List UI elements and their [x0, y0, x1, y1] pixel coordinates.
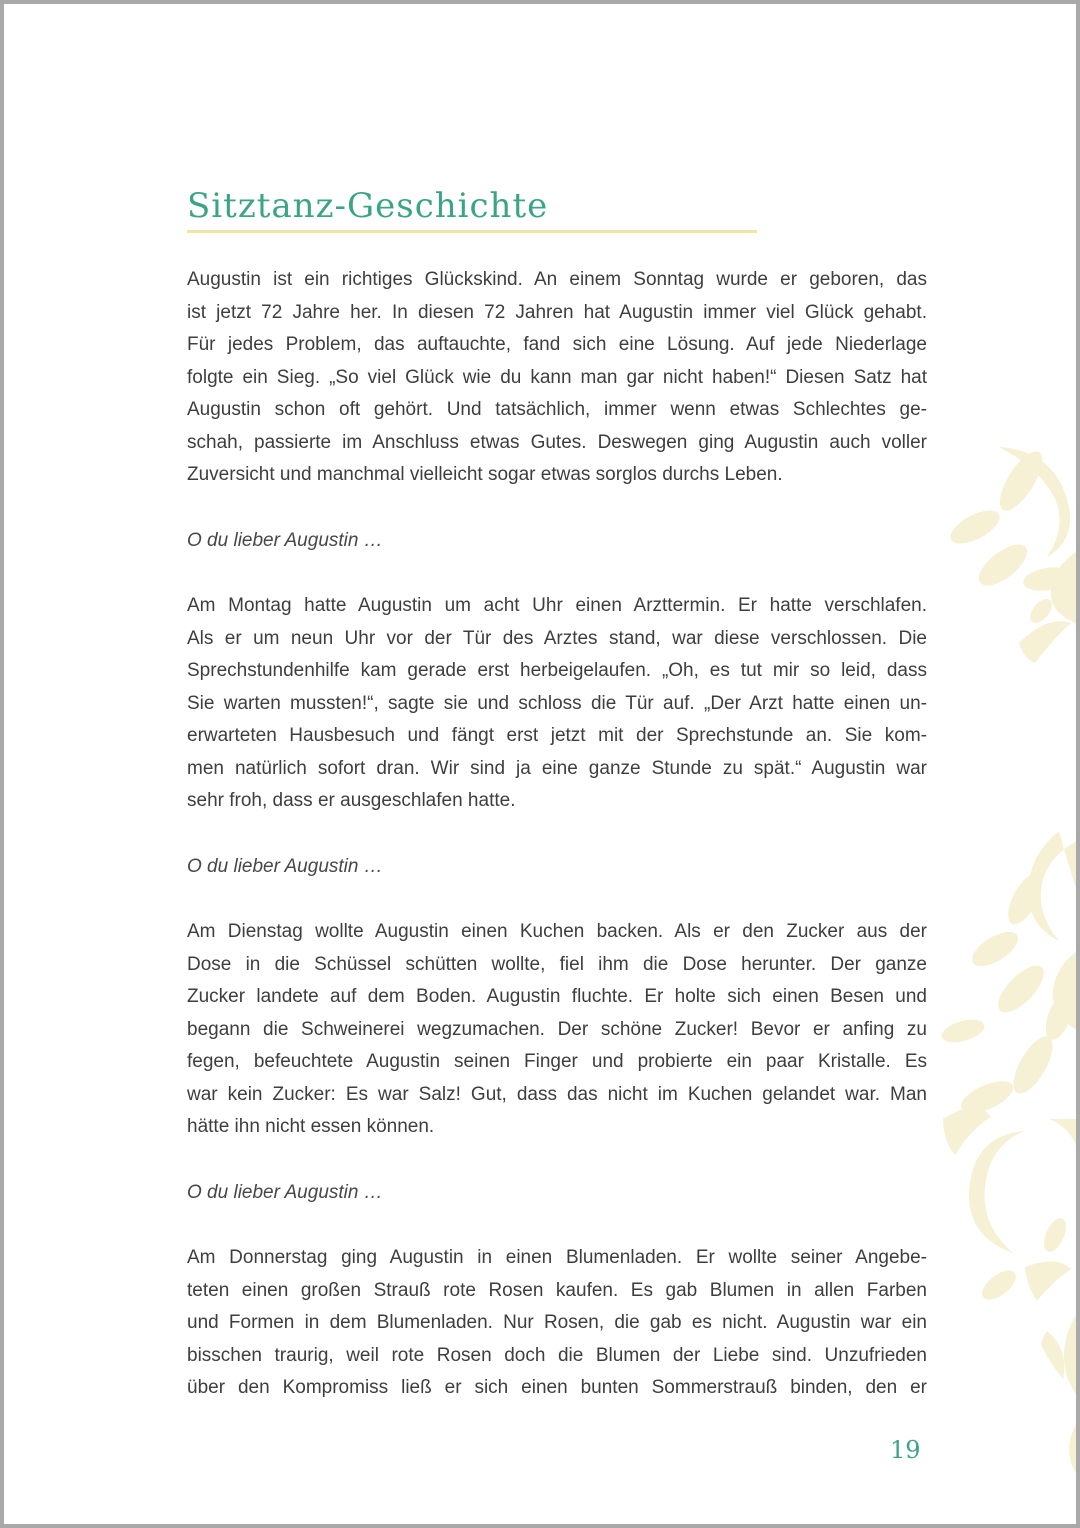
story-paragraph [187, 916, 927, 1144]
story-paragraph [187, 264, 927, 492]
text-line: Sie warten mussten!“, sagte sie und schloss die Tür auf. „Der Arzt hatte einen un- [187, 692, 927, 714]
floral-ornament-icon [929, 429, 1080, 1524]
text-line: Augustin schon oft gehört. Und tatsächlich, immer wenn etwas Schlechtes ge- [187, 399, 927, 420]
refrain-line [187, 525, 927, 558]
text-line: Am Dienstag wollte Augustin einen Kuchen backen. Als er den Zucker aus der [187, 921, 927, 942]
text-line: O du lieber Augustin … [187, 855, 383, 877]
story-paragraph [187, 1242, 927, 1405]
text-line: Zuversicht und manchmal vielleicht sogar etwas sorglos durchs Leben. [187, 464, 783, 485]
text-line: men natürlich sofort dran. Wir sind ja eine ganze Stunde zu spät.“ Augustin war [187, 757, 927, 779]
page-title: Sitztanz-Geschichte [187, 186, 549, 226]
text-line: erwarteten Hausbesuch und fängt erst jetzt mit der Sprechstunde an. Sie kom- [187, 725, 927, 746]
refrain-line [187, 1177, 927, 1210]
page-number: 19 [890, 1436, 921, 1464]
text-column [187, 187, 927, 1405]
text-line: bisschen traurig, weil rote Rosen doch die Blumen der Liebe sind. Unzufrieden [187, 1344, 927, 1366]
text-line: Zucker landete auf dem Boden. Augustin fluchte. Er holte sich einen Besen und [187, 986, 927, 1007]
text-line: teten einen großen Strauß rote Rosen kaufen. Es gab Blumen in allen Farben [187, 1279, 927, 1301]
story-paragraph [187, 590, 927, 818]
text-line: O du lieber Augustin … [187, 529, 383, 551]
text-line: fegen, befeuchtete Augustin seinen Finger und probierte ein paar Kristalle. Es [187, 1051, 927, 1072]
text-line: O du lieber Augustin … [187, 1181, 383, 1203]
text-line: Sprechstundenhilfe kam gerade erst herbeigelaufen. „Oh, es tut mir so leid, dass [187, 660, 927, 681]
title-underline [187, 230, 757, 233]
text-line: über den Kompromiss ließ er sich einen bunten Sommerstrauß binden, den er [187, 1377, 927, 1398]
text-line: Am Donnerstag ging Augustin in einen Blumenladen. Er wollte seiner Angebe- [187, 1247, 927, 1268]
refrain-line [187, 851, 927, 884]
text-line: sehr froh, dass er ausgeschlafen hatte. [187, 790, 516, 811]
text-line: folgte ein Sieg. „So viel Glück wie du kann man gar nicht haben!“ Diesen Satz hat [187, 366, 927, 388]
text-line: Dose in die Schüssel schütten wollte, fiel ihm die Dose herunter. Der ganze [187, 953, 927, 975]
text-line: schah, passierte im Anschluss etwas Gutes. Deswegen ging Augustin auch voller [187, 431, 927, 453]
text-line: Augustin ist ein richtiges Glückskind. An einem Sonntag wurde er geboren, das [187, 269, 927, 290]
text-line: hätte ihn nicht essen können. [187, 1116, 435, 1137]
text-line: und Formen in dem Blumenladen. Nur Rosen, die gab es nicht. Augustin war ein [187, 1312, 927, 1333]
text-line: ist jetzt 72 Jahre her. In diesen 72 Jahren hat Augustin immer viel Glück gehabt. [187, 301, 927, 323]
story-text [187, 264, 927, 1405]
text-line: war kein Zucker: Es war Salz! Gut, dass das nicht im Kuchen gelandet war. Man [187, 1083, 927, 1105]
text-line: Am Montag hatte Augustin um acht Uhr einen Arzttermin. Er hatte verschlafen. [187, 595, 927, 616]
text-line: Für jedes Problem, das auftauchte, fand sich eine Lösung. Auf jede Niederlage [187, 334, 927, 355]
text-line: begann die Schweinerei wegzumachen. Der schöne Zucker! Bevor er anfing zu [187, 1018, 927, 1040]
text-line: Als er um neun Uhr vor der Tür des Arztes stand, war diese verschlossen. Die [187, 627, 927, 649]
